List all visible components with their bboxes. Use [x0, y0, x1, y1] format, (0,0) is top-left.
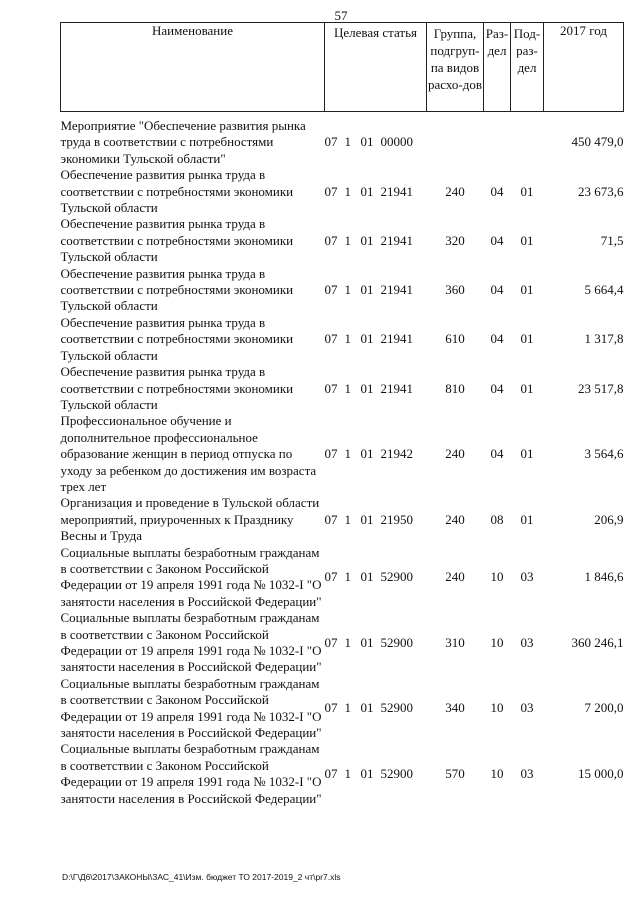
row-target-code	[325, 610, 427, 676]
column-header-year: 2017 год	[544, 23, 624, 112]
row-group: 240	[445, 511, 465, 527]
row-subsection: 01	[520, 282, 534, 298]
row-amount: 23 517,8	[578, 380, 624, 396]
target-direction: 52900	[380, 700, 413, 716]
row-section: 04	[490, 331, 504, 347]
row-name: Организация и проведение в Тульской области мероприятий, приуроченных к Празднику Весны и Труда	[60, 495, 320, 544]
table-row	[61, 610, 624, 676]
row-section: 10	[490, 766, 504, 782]
row-subsection: 03	[520, 634, 534, 650]
row-target-code	[325, 364, 427, 413]
row-target-code	[325, 413, 427, 495]
table-row	[61, 167, 624, 216]
target-program: 07	[324, 511, 338, 527]
table-row	[61, 495, 624, 544]
table-row	[61, 216, 624, 265]
row-amount: 1 317,8	[584, 331, 624, 347]
row-name: Обеспечение развития рынка труда в соответствии с потребностями экономики Тульской области	[60, 216, 294, 265]
row-amount: 15 000,0	[578, 766, 624, 782]
file-path-footer: D:\Г\Д6\2017\ЗАКОНЫ\ЗАС_41\Изм. бюджет ТО 2017-2019_2 чт\pr7.xls	[62, 872, 341, 882]
row-name: Обеспечение развития рынка труда в соответствии с потребностями экономики Тульской области	[60, 265, 294, 314]
row-subsection: 01	[520, 232, 534, 248]
row-group	[427, 112, 484, 168]
row-group: 340	[445, 700, 465, 716]
target-program: 07	[324, 569, 338, 585]
row-subsection	[511, 112, 544, 168]
row-section: 04	[490, 232, 504, 248]
table-row	[61, 364, 624, 413]
row-target-code	[325, 315, 427, 364]
row-group: 240	[445, 446, 465, 462]
table-row	[61, 413, 624, 495]
target-activity: 01	[360, 282, 374, 298]
row-amount: 5 664,4	[584, 282, 624, 298]
table-row	[61, 741, 624, 807]
row-amount: 7 200,0	[584, 700, 624, 716]
target-subprogram: 1	[344, 634, 351, 650]
row-target-code	[325, 112, 427, 168]
table-row	[61, 545, 624, 611]
column-header-section: Раз-дел	[484, 23, 511, 112]
row-name: Обеспечение развития рынка труда в соответствии с потребностями экономики Тульской области	[60, 314, 294, 363]
row-target-code	[325, 676, 427, 742]
row-group: 360	[445, 282, 465, 298]
row-amount: 23 673,6	[578, 183, 624, 199]
row-amount: 3 564,6	[584, 446, 624, 462]
column-header-subsection: Под-раз-дел	[511, 23, 544, 112]
row-subsection: 03	[520, 700, 534, 716]
target-activity: 01	[360, 511, 374, 527]
row-section: 04	[490, 380, 504, 396]
row-target-code	[325, 545, 427, 611]
table-row	[61, 676, 624, 742]
row-group: 240	[445, 569, 465, 585]
row-section: 04	[490, 282, 504, 298]
target-activity: 01	[360, 700, 374, 716]
row-name: Социальные выплаты безработным гражданам в соответствии с Законом Российской Федерации от 19 апреля 1991 года № 1032-I "О занятости населения в Российской Федерации"	[60, 544, 322, 609]
row-section: 08	[490, 511, 504, 527]
target-program: 07	[324, 766, 338, 782]
row-group: 310	[445, 634, 465, 650]
target-direction: 52900	[380, 569, 413, 585]
target-subprogram: 1	[344, 511, 351, 527]
row-subsection: 03	[520, 569, 534, 585]
row-section: 10	[490, 634, 504, 650]
row-subsection: 01	[520, 183, 534, 199]
row-target-code	[325, 167, 427, 216]
target-direction: 52900	[380, 634, 413, 650]
table-row	[61, 315, 624, 364]
target-program: 07	[324, 282, 338, 298]
target-direction: 00000	[380, 134, 413, 150]
target-subprogram: 1	[344, 331, 351, 347]
row-name: Обеспечение развития рынка труда в соответствии с потребностями экономики Тульской области	[60, 364, 294, 412]
row-subsection: 01	[520, 331, 534, 347]
target-subprogram: 1	[344, 766, 351, 782]
target-subprogram: 1	[344, 183, 351, 199]
row-name: Социальные выплаты безработным гражданам в соответствии с Законом Российской Федерации от 19 апреля 1991 года № 1032-I "О занятости населения в Российской Федерации"	[60, 741, 322, 806]
row-section: 10	[490, 700, 504, 716]
row-group: 320	[445, 232, 465, 248]
target-activity: 01	[360, 232, 374, 248]
target-direction: 21950	[380, 511, 413, 527]
row-amount: 360 246,1	[571, 634, 624, 650]
row-subsection: 01	[520, 511, 534, 527]
target-subprogram: 1	[344, 700, 351, 716]
target-activity: 01	[360, 380, 374, 396]
target-program: 07	[324, 446, 338, 462]
table-row	[61, 266, 624, 315]
row-amount: 71,5	[600, 232, 624, 248]
row-section: 04	[490, 446, 504, 462]
target-program: 07	[324, 183, 338, 199]
target-program: 07	[324, 134, 338, 150]
row-target-code	[325, 495, 427, 544]
row-group: 610	[445, 331, 465, 347]
row-target-code	[325, 266, 427, 315]
target-direction: 21941	[380, 232, 413, 248]
row-name: Профессиональное обучение и дополнительное профессиональное образование женщин в период отпуска по уходу за ребенком до достижения им возраста трех лет	[60, 413, 317, 494]
column-header-name: Наименование	[61, 23, 325, 112]
target-program: 07	[324, 380, 338, 396]
row-amount: 450 479,0	[571, 134, 624, 150]
target-activity: 01	[360, 331, 374, 347]
target-subprogram: 1	[344, 232, 351, 248]
target-program: 07	[324, 634, 338, 650]
row-name: Социальные выплаты безработным гражданам в соответствии с Законом Российской Федерации от 19 апреля 1991 года № 1032-I "О занятости населения в Российской Федерации"	[60, 675, 322, 741]
target-subprogram: 1	[344, 446, 351, 462]
target-subprogram: 1	[344, 134, 351, 150]
target-activity: 01	[360, 183, 374, 199]
column-header-target: Целевая статья	[325, 23, 427, 112]
table-row	[61, 112, 624, 168]
target-program: 07	[324, 700, 338, 716]
target-direction: 21941	[380, 380, 413, 396]
target-activity: 01	[360, 766, 374, 782]
target-direction: 21941	[380, 331, 413, 347]
row-section: 10	[490, 569, 504, 585]
row-subsection: 03	[520, 766, 534, 782]
target-activity: 01	[360, 134, 374, 150]
row-subsection: 01	[520, 446, 534, 462]
target-program: 07	[324, 331, 338, 347]
row-target-code	[325, 216, 427, 265]
target-direction: 21941	[380, 183, 413, 199]
budget-table	[60, 22, 624, 807]
row-group: 810	[445, 380, 465, 396]
row-name: Обеспечение развития рынка труда в соответствии с потребностями экономики Тульской области	[60, 167, 294, 216]
row-group: 240	[445, 183, 465, 199]
row-subsection: 01	[520, 380, 534, 396]
page-number: 57	[334, 8, 348, 23]
target-activity: 01	[360, 634, 374, 650]
row-section: 04	[490, 183, 504, 199]
row-target-code	[325, 741, 427, 807]
target-activity: 01	[360, 569, 374, 585]
row-amount: 206,9	[594, 511, 624, 527]
target-subprogram: 1	[344, 569, 351, 585]
row-group: 570	[445, 766, 465, 782]
target-direction: 21942	[380, 446, 413, 462]
target-direction: 21941	[380, 282, 413, 298]
target-program: 07	[324, 232, 338, 248]
column-header-group: Группа, подгруп-па видов расхо-дов	[427, 23, 484, 112]
row-amount: 1 846,6	[584, 569, 624, 585]
table-header-row	[61, 23, 624, 112]
row-section	[484, 112, 511, 168]
target-subprogram: 1	[344, 380, 351, 396]
target-subprogram: 1	[344, 282, 351, 298]
row-name: Социальные выплаты безработным гражданам в соответствии с Законом Российской Федерации от 19 апреля 1991 года № 1032-I "О занятости населения в Российской Федерации"	[60, 610, 322, 675]
row-name: Мероприятие "Обеспечение развития рынка труда в соответствии с потребностями экономики Тульской области"	[60, 118, 306, 166]
target-direction: 52900	[380, 766, 413, 782]
target-activity: 01	[360, 446, 374, 462]
